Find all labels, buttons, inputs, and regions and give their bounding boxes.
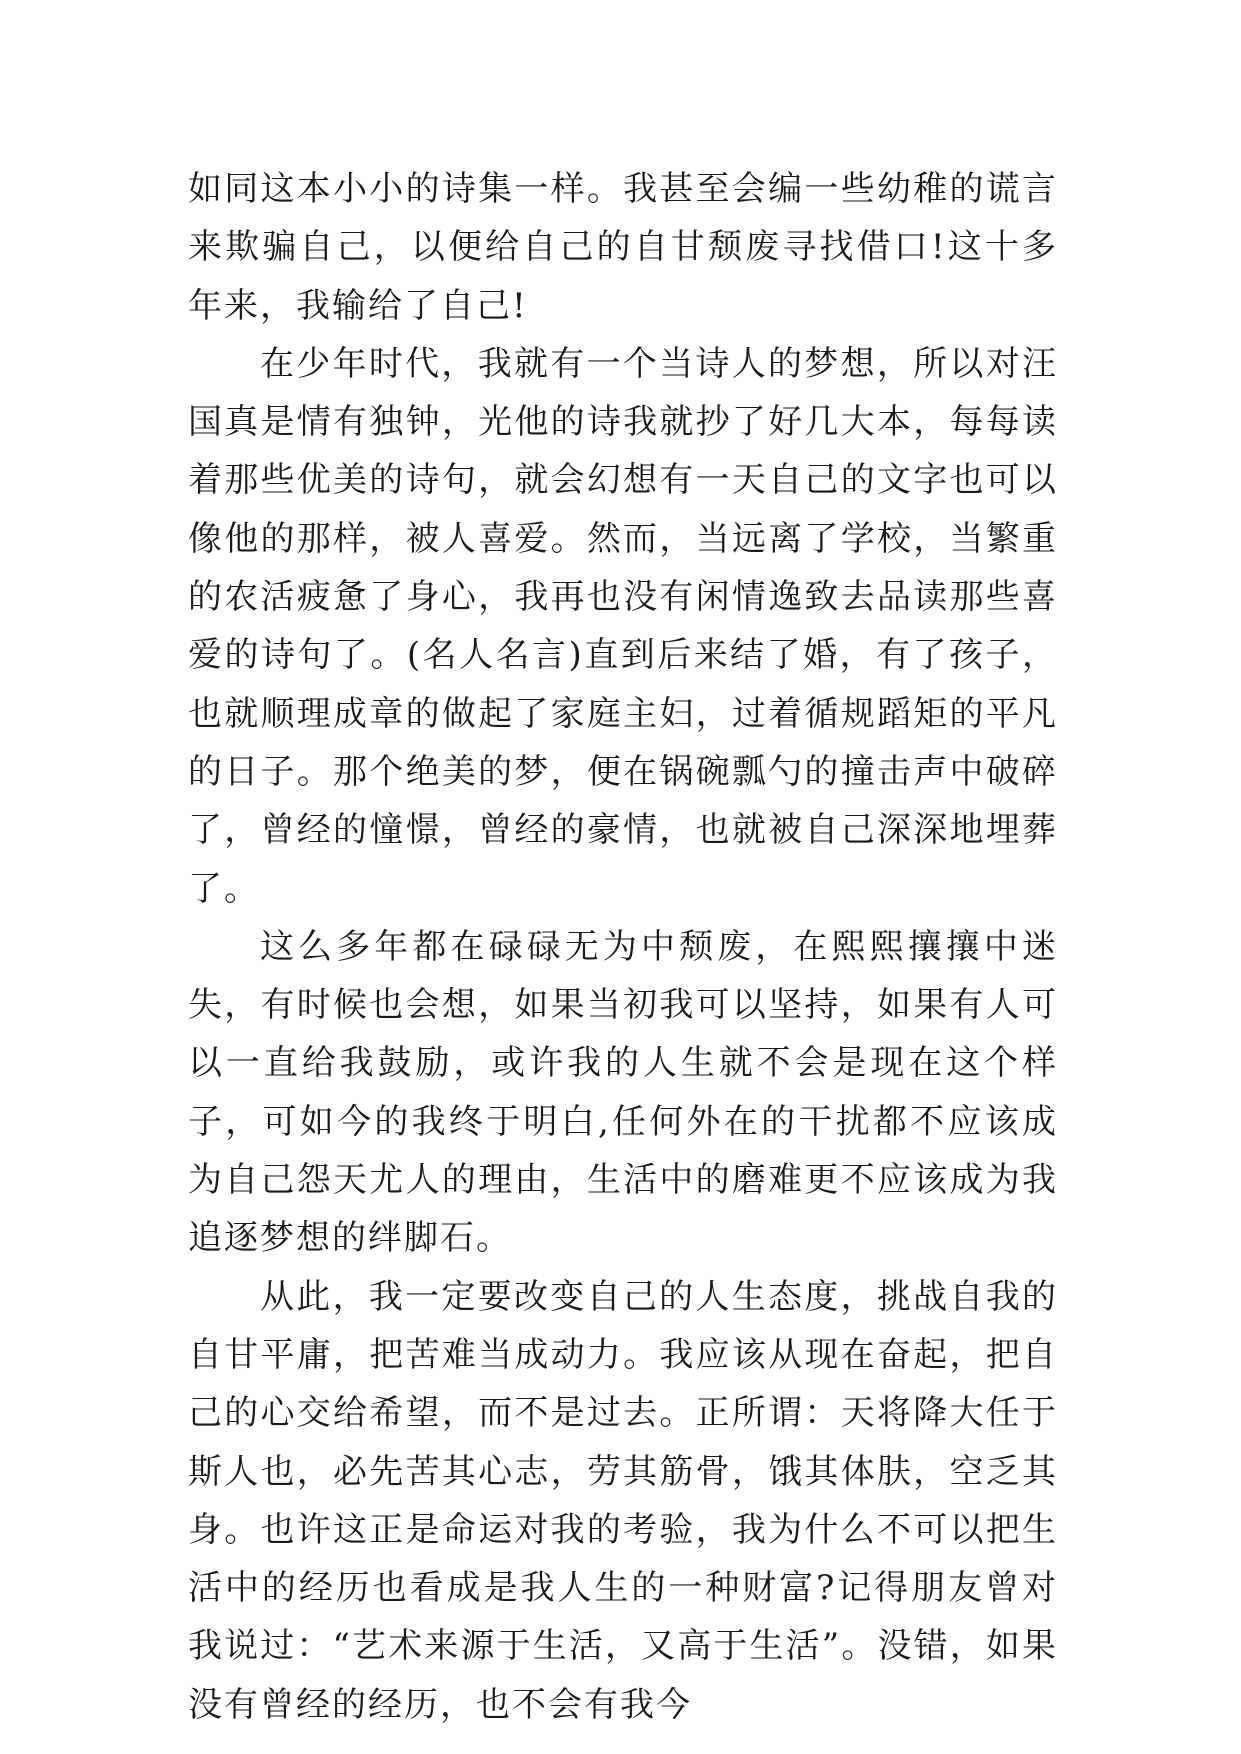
paragraph-4: 从此，我一定要改变自己的人生态度，挑战自我的自甘平庸，把苦难当成动力。我应该从现在奋起，把自己的心交给希望，而不是过去。正所谓：天将降大任于斯人也，必先苦其心志，劳其筋骨，饿其体肤，空乏其身。也许这正是命运对我的考验，我为什么不可以把生活中的经历也看成是我人生的一种财富?记得朋友曾对我说过：“艺术来源于生活，又高于生活”。没错，如果没有曾经的经历，也不会有我今: [188, 1276, 1058, 1725]
paragraph-2: 在少年时代，我就有一个当诗人的梦想，所以对汪国真是情有独钟，光他的诗我就抄了好几大本，每每读着那些优美的诗句，就会幻想有一天自己的文字也可以像他的那样，被人喜爱。然而，当远离了学校，当繁重的农活疲惫了身心，我再也没有闲情逸致去品读那些喜爱的诗句了。(名人名言)直到后来结了婚，有了孩子，也就顺理成章的做起了家庭主妇，过着循规蹈矩的平凡的日子。那个绝美的梦，便在锅碗瓢勺的撞击声中破碎了，曾经的憧憬，曾经的豪情，也就被自己深深地埋葬了。: [188, 343, 1058, 909]
paragraph-1: 如同这本小小的诗集一样。我甚至会编一些幼稚的谎言来欺骗自己，以便给自己的自甘颓废寻找借口!这十多年来，我输给了自己!: [188, 169, 1058, 326]
body-text: [188, 160, 1058, 1734]
paragraph-3: 这么多年都在碌碌无为中颓废，在熙熙攘攘中迷失，有时候也会想，如果当初我可以坚持，如果有人可以一直给我鼓励，或许我的人生就不会是现在这个样子，可如今的我终于明白,任何外在的干扰都不应该成为自己怨天尤人的理由，生活中的磨难更不应该成为我追逐梦想的绊脚石。: [188, 926, 1058, 1259]
